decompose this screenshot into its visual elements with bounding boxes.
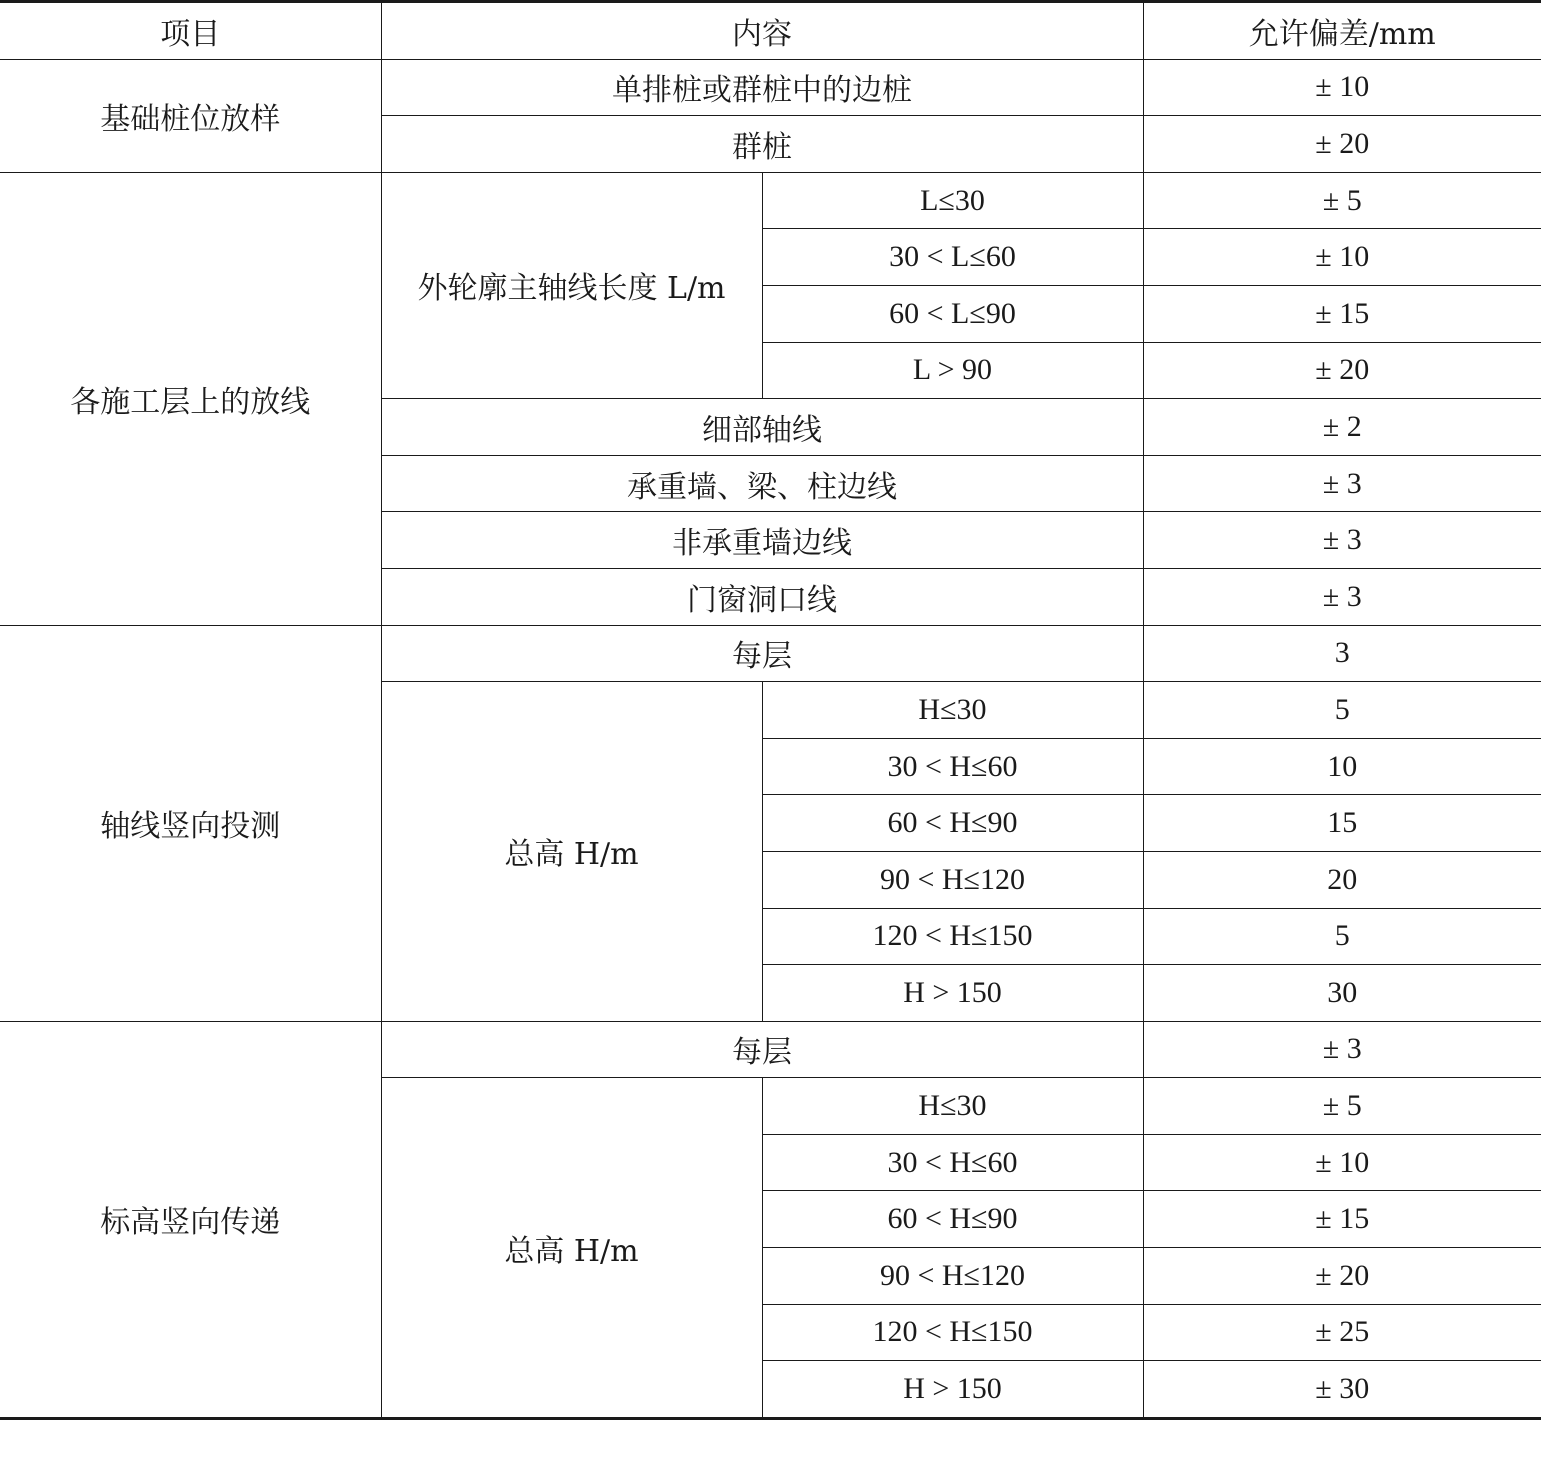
content-cell: 群桩 <box>381 116 1143 173</box>
tolerance-cell: 3 <box>1143 625 1541 682</box>
condition-cell: 90 < H≤120 <box>762 851 1143 908</box>
condition-cell: 30 < H≤60 <box>762 738 1143 795</box>
condition-cell: L > 90 <box>762 342 1143 399</box>
condition-cell: 120 < H≤150 <box>762 908 1143 965</box>
header-item: 项目 <box>0 2 381 60</box>
condition-cell: H≤30 <box>762 1078 1143 1135</box>
content-cell: 单排桩或群桩中的边桩 <box>381 59 1143 116</box>
tolerance-cell: ± 20 <box>1143 1248 1541 1305</box>
condition-cell: 60 < H≤90 <box>762 1191 1143 1248</box>
tolerance-cell: 30 <box>1143 965 1541 1022</box>
condition-cell: L≤30 <box>762 172 1143 229</box>
group-label-cell: 外轮廓主轴线长度 L/m <box>381 172 762 398</box>
tolerance-cell: ± 15 <box>1143 285 1541 342</box>
tolerance-cell: ± 25 <box>1143 1304 1541 1361</box>
content-cell: 每层 <box>381 625 1143 682</box>
item-cell: 各施工层上的放线 <box>0 172 381 625</box>
content-cell: 细部轴线 <box>381 399 1143 456</box>
tolerance-cell: 10 <box>1143 738 1541 795</box>
item-cell: 标高竖向传递 <box>0 1021 381 1418</box>
tolerance-cell: ± 3 <box>1143 568 1541 625</box>
tolerance-cell: ± 10 <box>1143 1134 1541 1191</box>
condition-cell: 30 < H≤60 <box>762 1134 1143 1191</box>
tolerance-cell: ± 2 <box>1143 399 1541 456</box>
tolerance-cell: ± 10 <box>1143 229 1541 286</box>
tolerance-cell: 15 <box>1143 795 1541 852</box>
condition-cell: H > 150 <box>762 1361 1143 1419</box>
item-cell: 基础桩位放样 <box>0 59 381 172</box>
header-content: 内容 <box>381 2 1143 60</box>
group-label-cell: 总高 H/m <box>381 1078 762 1419</box>
item-cell: 轴线竖向投测 <box>0 625 381 1021</box>
table-row <box>0 625 1541 682</box>
condition-cell: 60 < H≤90 <box>762 795 1143 852</box>
condition-cell: 120 < H≤150 <box>762 1304 1143 1361</box>
condition-cell: 30 < L≤60 <box>762 229 1143 286</box>
tolerance-cell: ± 20 <box>1143 116 1541 173</box>
tolerance-cell: ± 3 <box>1143 1021 1541 1078</box>
table-row <box>0 1021 1541 1078</box>
tolerance-cell: 20 <box>1143 851 1541 908</box>
tolerance-cell: ± 15 <box>1143 1191 1541 1248</box>
content-cell: 承重墙、梁、柱边线 <box>381 455 1143 512</box>
content-cell: 门窗洞口线 <box>381 568 1143 625</box>
content-cell: 非承重墙边线 <box>381 512 1143 569</box>
tolerance-cell: ± 30 <box>1143 1361 1541 1419</box>
condition-cell: 90 < H≤120 <box>762 1248 1143 1305</box>
tolerance-cell: ± 3 <box>1143 512 1541 569</box>
condition-cell: H > 150 <box>762 965 1143 1022</box>
table-row <box>0 172 1541 229</box>
tolerance-cell: ± 3 <box>1143 455 1541 512</box>
tolerance-cell: ± 5 <box>1143 172 1541 229</box>
table-row <box>0 59 1541 116</box>
tolerance-cell: ± 5 <box>1143 1078 1541 1135</box>
condition-cell: H≤30 <box>762 682 1143 739</box>
content-cell: 每层 <box>381 1021 1143 1078</box>
condition-cell: 60 < L≤90 <box>762 285 1143 342</box>
header-tolerance: 允许偏差/mm <box>1143 2 1541 60</box>
header-row <box>0 2 1541 60</box>
group-label-cell: 总高 H/m <box>381 682 762 1022</box>
tolerance-cell: 5 <box>1143 682 1541 739</box>
tolerance-cell: 5 <box>1143 908 1541 965</box>
tolerance-cell: ± 20 <box>1143 342 1541 399</box>
tolerance-cell: ± 10 <box>1143 59 1541 116</box>
